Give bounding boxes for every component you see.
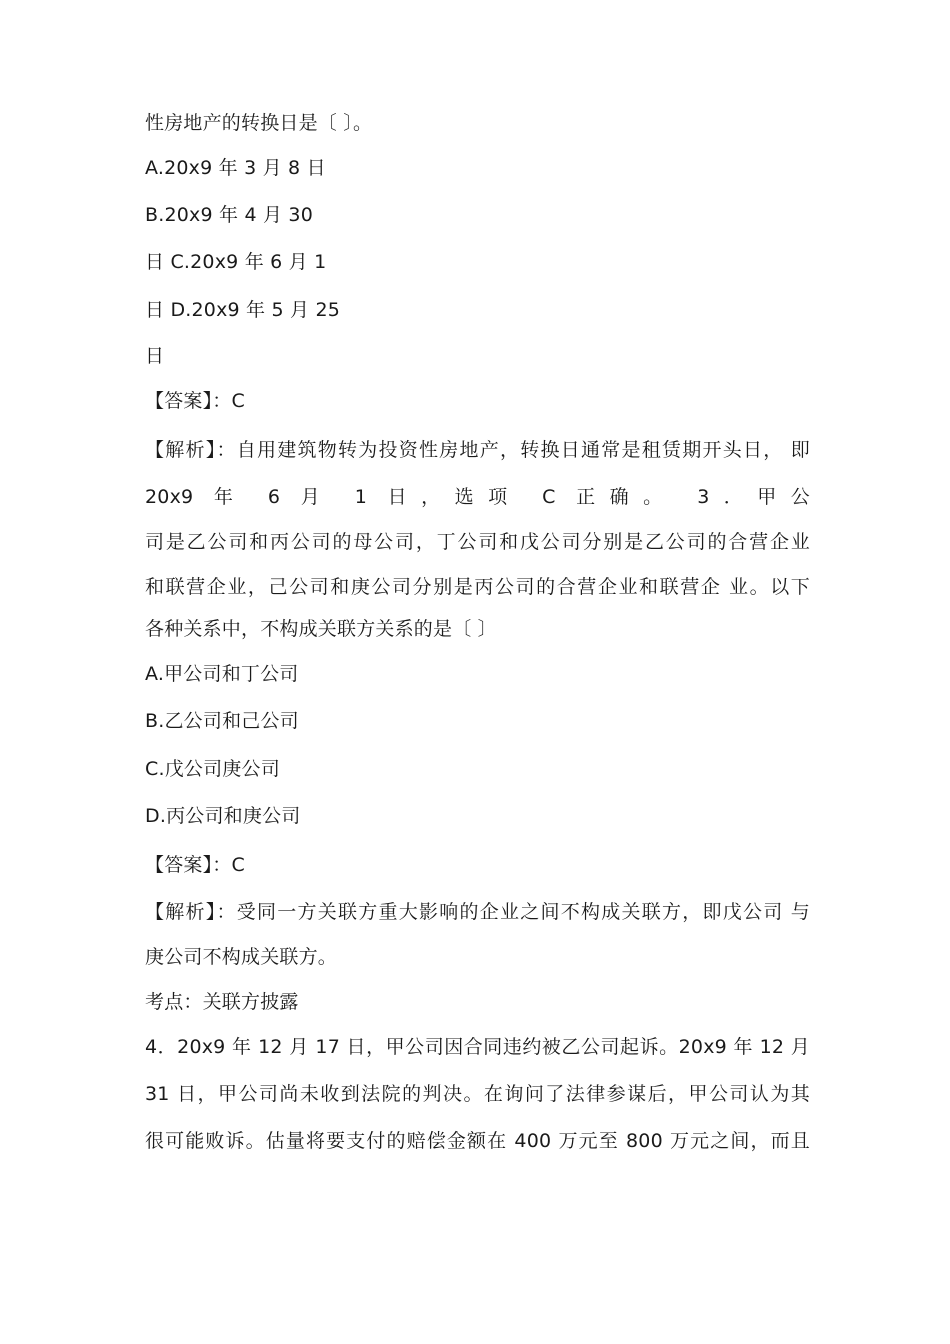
question-line: 和联营企业，己公司和庚公司分别是丙公司的合营企业和联营企 业。以下 [145, 576, 810, 598]
option-line: A.甲公司和丁公司 [145, 663, 299, 685]
explanation-line: 【解析】：自用建筑物转为投资性房地产，转换日通常是租赁期开头日， 即 [145, 439, 810, 461]
answer-line: 【答案】：C [145, 390, 245, 412]
answer-line: 【答案】：C [145, 854, 245, 876]
option-line: 日 C.20x9 年 6 月 1 [145, 251, 327, 273]
option-line: C.戊公司庚公司 [145, 758, 280, 780]
option-line: D.丙公司和庚公司 [145, 805, 301, 827]
option-line: 日 D.20x9 年 5 月 25 [145, 299, 341, 321]
question-line: 很可能败诉。估量将要支付的赔偿金额在 400 万元至 800 万元之间，而且 [145, 1130, 810, 1152]
question-line: 4．20x9 年 12 月 17 日，甲公司因合同违约被乙公司起诉。20x9 年 12 月 [145, 1036, 810, 1058]
question-line: 司是乙公司和丙公司的母公司，丁公司和戊公司分别是乙公司的合营企业 [145, 531, 810, 553]
explanation-line: 庚公司不构成关联方。 [145, 946, 338, 968]
text-line: 日 [145, 345, 165, 367]
text-line: 性房地产的转换日是〔 〕。 [145, 112, 373, 134]
explanation-line: 【解析】：受同一方关联方重大影响的企业之间不构成关联方，即戊公司 与 [145, 901, 810, 923]
option-line: B.乙公司和己公司 [145, 710, 299, 732]
question-line: 31 日，甲公司尚未收到法院的判决。在询问了法律参谋后，甲公司认为其 [145, 1083, 810, 1105]
option-line: A.20x9 年 3 月 8 日 [145, 157, 326, 179]
explanation-line: 20x9 年 6 月 1 日，选项 C 正确。 3．甲公 [145, 486, 810, 508]
option-line: B.20x9 年 4 月 30 [145, 204, 314, 226]
topic-line: 考点：关联方披露 [145, 991, 299, 1013]
question-line: 各种关系中，不构成关联方关系的是〔 〕 [145, 618, 497, 640]
